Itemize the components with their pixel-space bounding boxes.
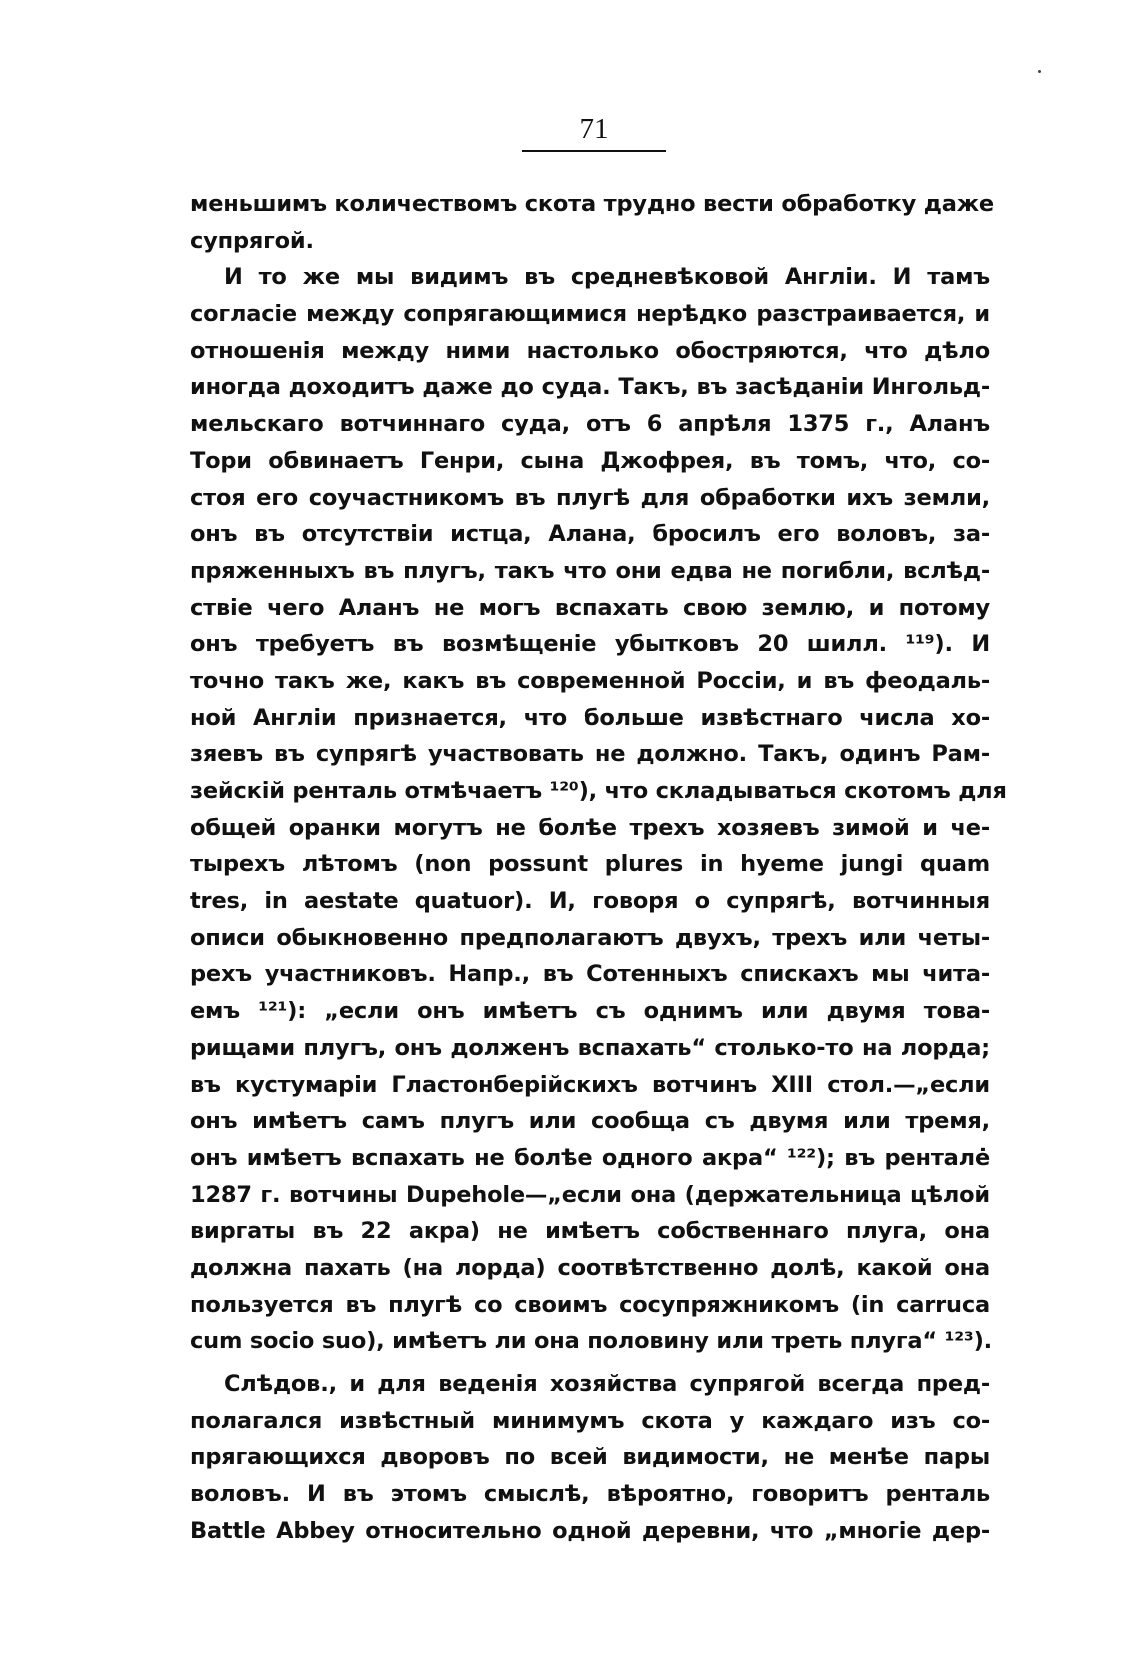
text-line: стоя его соучастникомъ въ плугѣ для обработки ихъ земли, [190,484,990,511]
text-line: ствiе чего Аланъ не могъ вспахать свою землю, и потому [190,594,990,621]
text-line: зяевъ въ супрягѣ участвовать не должно. Такъ, одинъ Рам- [190,741,990,768]
text-line: общей оранки могутъ не болѣе трехъ хозяевъ зимой и че- [190,814,990,841]
text-line: согласiе между сопрягающимися нерѣдко разстраивается, и [190,301,990,328]
text-line: онъ имѣетъ самъ плугъ или сообща съ двумя или тремя, [190,1108,990,1135]
paragraph-start-line: И то же мы видимъ въ средневѣковой Англiи. И тамъ [224,264,990,291]
text-line: пряженныхъ въ плугъ, такъ что они едва не погибли, вслѣд- [190,557,990,584]
text-line: иногда доходитъ даже до суда. Такъ, въ засѣданiи Ингольд- [190,374,990,401]
text-line: онъ въ отсутствiи истца, Алана, бросилъ его воловъ, за- [190,521,990,548]
paragraph-start-line: Слѣдов., и для веденiя хозяйства супрягой всегда пред- [224,1371,990,1397]
text-line: въ кустумарiи Гластонберiйскихъ вотчинъ XIII стол.—„если [190,1071,990,1098]
text-line: меньшимъ количествомъ скота трудно вести обработку даже [190,191,994,217]
text-line: зейскiй ренталь отмѣчаетъ ¹²⁰), что складываться скотомъ для [190,778,1007,804]
text-line: емъ ¹²¹): „если онъ имѣетъ съ однимъ или двумя това- [190,998,990,1025]
text-line: рехъ участниковъ. Напр., въ Сотенныхъ спискахъ мы чита- [190,961,990,988]
text-line: онъ имѣетъ вспахать не болѣе одного акра“ ¹²²); въ рентале̇ [190,1144,990,1171]
text-line: виргаты въ 22 акра) не имѣетъ собственнаго плуга, она [190,1218,990,1245]
text-line: 1287 г. вотчины Dupehole—„если она (держательница цѣлой [190,1181,990,1208]
page-number-rule [522,150,666,152]
text-line: ной Англiи признается, что больше извѣстнаго числа хо- [190,704,990,731]
text-line: описи обыкновенно предполагаютъ двухъ, трехъ или четы- [190,924,990,951]
text-line: Тори обвинаетъ Генри, сына Джофрея, въ томъ, что, со- [190,447,990,474]
text-line: должна пахать (на лорда) соотвѣтственно долѣ, какой она [190,1254,990,1281]
page-number: 71 [579,113,609,145]
text-line: тырехъ лѣтомъ (non possunt plures in hyeme jungi quam [190,851,990,878]
text-line: рищами плугъ, онъ долженъ вспахать“ столько-то на лорда; [190,1034,990,1061]
body-text [190,186,1007,1549]
text-line: полагался извѣстный минимумъ скота у каждаго изъ со- [190,1407,990,1434]
text-line: пользуется въ плугѣ со своимъ сосупряжникомъ (in carruca [190,1291,990,1318]
text-line: Battle Abbey относительно одной деревни, что „многiе дер- [190,1517,990,1544]
text-line: воловъ. И въ этомъ смыслѣ, вѣроятно, говоритъ ренталь [190,1481,990,1508]
text-line: мельскаго вотчиннаго суда, отъ 6 апрѣля 1375 г., Аланъ [190,411,990,438]
text-line: прягающихся дворовъ по всей видимости, не менѣе пары [190,1444,990,1471]
scan-speck [1038,70,1041,73]
text-line: точно такъ же, какъ въ современной Россiи, и въ феодаль- [190,667,990,694]
text-line: tres, in aestate quatuor). И, говоря о супрягѣ, вотчинныя [190,888,990,915]
text-line: супрягой. [190,227,314,254]
text-line: отношенiя между ними настолько обостряются, что дѣло [190,337,990,364]
text-line: cum socio suo), имѣетъ ли она половину или треть плуга“ ¹²³). [190,1328,992,1355]
text-line: онъ требуетъ въ возмѣщенiе убытковъ 20 шилл. ¹¹⁹). И [190,631,990,658]
